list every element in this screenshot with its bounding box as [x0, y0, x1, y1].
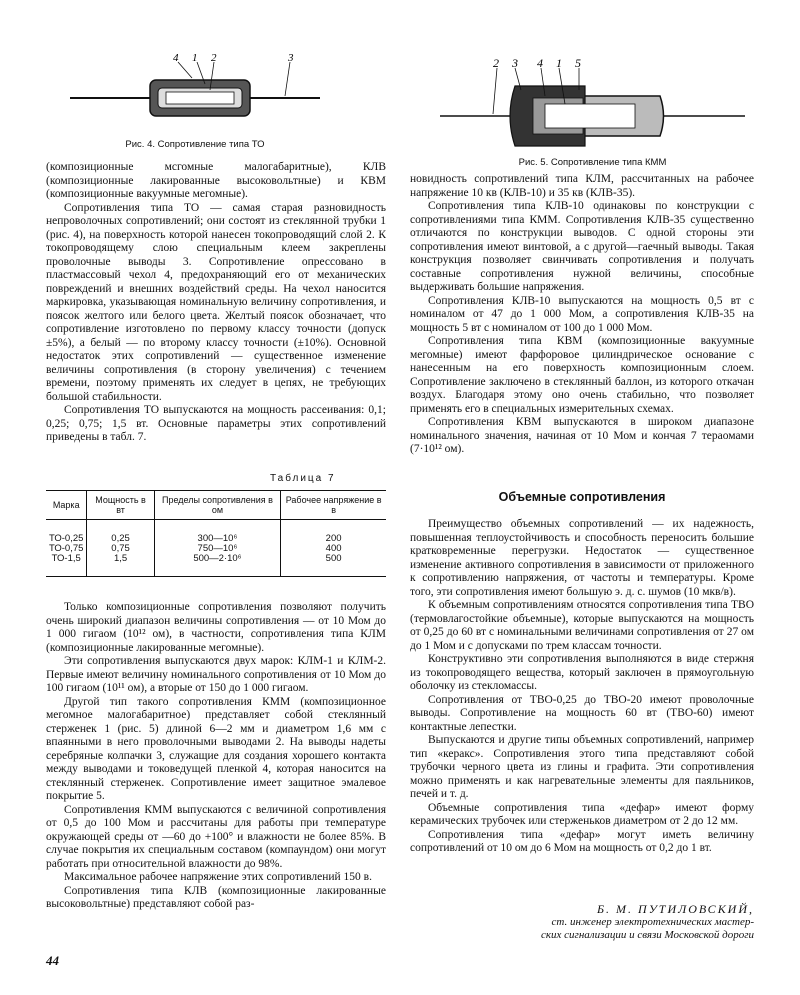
- table-cell: 0,25: [87, 520, 154, 545]
- figure-4: [60, 50, 330, 162]
- table-cell: 500—2·10⁶: [154, 554, 281, 577]
- figure-4-caption: Рис. 4. Сопротивление типа ТО: [125, 139, 265, 150]
- fig4-label-1: 1: [192, 52, 198, 64]
- fig5-label-3: 3: [512, 56, 518, 70]
- right-column-text-1: [410, 173, 754, 457]
- fig5-label-2: 2: [493, 56, 499, 70]
- table-header-cell: Рабочее напряжение в в: [281, 491, 386, 520]
- table-row: [46, 554, 386, 577]
- paragraph: Сопротивления типа ТО — самая старая разновидность непроволочных сопротивлений; они состоят из стеклянной трубки 1 (рис. 4), на поверхность которой нанесен токопроводящий слой 2. К токопроводящему слою специальным клеем закреплены проволочные выводы 3. Сопротивление опрессовано в пластмассовый чехол 4, предохраняющий его от механических повреждений и внешних воздействий среды. На чехол наносится маркировка, указывающая номинальную величину сопротивления, и поясок желтого или белого цвета. Желтый поясок обозначает, что сопротивление изготовлено по первому классу точности (допуск ±5%), а белый — по второму классу точности (±10%). Основной недостаток этих сопротивлений — существенное изменение величины сопротивления (в сторону увеличения) с течением времени, поэтому применять их следует в цепях, не требующих большой стабильности.: [46, 201, 386, 403]
- table-cell: 200: [281, 520, 386, 545]
- paragraph: Сопротивления КММ выпускаются с величиной сопротивления от 0,5 до 100 Мом и рассчитаны для работы при температуре окружающей среды от —60 до +100° и влажности не более 85%. В случае покрытия их специальным составом (компаундом) они могут работать при относительной влажности до 98%.: [46, 803, 386, 870]
- table-7: [46, 490, 386, 577]
- table-cell: ТО-0,25: [49, 533, 84, 544]
- table-cell: 0,75: [87, 544, 154, 554]
- paragraph: Объемные сопротивления типа «дефар» имеют форму керамических трубочек или стерженьков диаметром от 2 до 12 мм.: [410, 801, 754, 827]
- table-cell: 400: [281, 544, 386, 554]
- paragraph: Сопротивления типа КЛВ-10 одинаковы по конструкции с сопротивлениями типа КММ. Сопротивления КЛВ-35 существенно отличаются по конструкции выводов. С одной стороны эти сопротивления имеют винтовой, а с другой—гаечный выводы. Такая конструкция позволяет свинчивать сопротивления и получать составные сопротивления нужной величины, способные выдерживать большие напряжения.: [410, 200, 754, 293]
- table-7-caption: Таблица 7: [270, 473, 336, 484]
- paragraph: Сопротивления типа КЛВ (композиционные лакированные высоковольтные) представляют собой раз-: [46, 884, 386, 910]
- table-row: [46, 520, 386, 545]
- fig5-label-1: 1: [556, 56, 562, 70]
- paragraph: Конструктивно эти сопротивления выполняются в виде стержня из токопроводящего вещества, который заключен в прямоугольную оболочку из стекломассы.: [410, 653, 754, 692]
- figure-5-drawing: [435, 50, 750, 148]
- paragraph: Эти сопротивления выпускаются двух марок: КЛМ-1 и КЛМ-2. Первые имеют величину номинального сопротивления от 10 Мом до 100 гигаом (10¹¹ ом), а вторые от 150 до 1 000 гигаом.: [46, 655, 386, 694]
- paragraph: Сопротивления КЛВ-10 выпускаются на мощность 0,5 вт с номиналом от 47 до 1 000 Мом, а сопротивления КЛВ-35 на мощность 5 вт с номиналом от 100 до 1 000 Мом.: [410, 294, 754, 334]
- paragraph: Сопротивления ТО выпускаются на мощность рассеивания: 0,1; 0,25; 0,75; 1,5 вт. Основные параметры этих сопротивлений приведены в табл. 7.: [46, 404, 386, 443]
- paragraph: Максимальное рабочее напряжение этих сопротивлений 150 в.: [64, 871, 372, 883]
- paragraph: Выпускаются и другие типы объемных сопротивлений, например тип «керакс». Сопротивления этого типа представляют собой трубочки черного цвета из глины и графита. Эти сопротивления можно применять и как нагревательные элементы для паяльников, печей и т. д.: [410, 734, 754, 800]
- figure-5: [435, 50, 750, 170]
- paragraph: К объемным сопротивлениям относятся сопротивления типа ТВО (термовлагостойкие объемные), которые выпускаются на мощность от 0,25 до 60 вт с номинальными величинами сопротивления от 27 ом до 1 Мом и с допусками по трем классам точности.: [410, 599, 754, 652]
- table-header-cell: Мощность в вт: [87, 491, 154, 520]
- fig4-label-2: 2: [211, 52, 217, 64]
- paragraph: новидность сопротивлений типа КЛМ, рассчитанных на рабочее напряжение 10 кв (КЛВ-10) и 35 кв (КЛВ-35).: [410, 173, 754, 199]
- figure-5-caption: Рис. 5. Сопротивление типа КММ: [518, 157, 667, 168]
- table-cell: ТО-1,5: [46, 554, 87, 577]
- author-signature: [410, 903, 754, 942]
- paragraph: Другой тип такого сопротивления КММ (композиционное мегомное малогабаритное) представляет собой стеклянный стерженек 1 (рис. 5) длиной 6—2 мм и диаметром 1,6 мм с впаянными в него проволочными выводами 2. На выводы надеты серебряные колпачки 3, служащие для создания хорошего контакта между выводами и токоведущей пленкой 4, которая наносится на стеклянный стерженек. Сопротивление имеет защитное эмалевое покрытие 5.: [46, 695, 386, 802]
- author-name: Б. М. ПУТИЛОВСКИЙ,: [596, 902, 754, 916]
- table-cell: ТО-0,75: [49, 543, 84, 554]
- paragraph: Сопротивления типа «дефар» могут иметь величину сопротивлений от 10 ом до 6 Мом на мощность от 0,2 до 1 вт.: [410, 828, 754, 854]
- left-column-text-1: [46, 161, 386, 445]
- table-header-cell: Марка: [46, 491, 87, 520]
- table-cell: 1,5: [87, 554, 154, 577]
- author-title-line: ст. инженер электротехнических мастер-: [551, 916, 754, 928]
- paragraph: (композиционные мсгомные малогабаритные), КЛВ (композиционные лакированные высоковольтные) и КВМ (композиционные вакуумные мегомные).: [46, 161, 386, 200]
- paragraph: Сопротивления КВМ выпускаются в широком диапазоне номинального значения, начиная от 10 Мом и кончая 7 тераомами (7·10¹² ом).: [410, 416, 754, 455]
- paragraph: Преимущество объемных сопротивлений — их надежность, повышенная теплоустойчивость и способность переносить большие кратковременные перегрузки. Недостаток — существенное изменение активного сопротивления в зависимости от приложенного к сопротивлению напряжения, от частоты и температуры. Кроме того, эти сопротивления имеют большую э. д. с. шумов (10 мкв/в).: [410, 518, 754, 598]
- table-cell: 500: [281, 554, 386, 577]
- author-title-line: ских сигнализации и связи Московской дороги: [540, 929, 754, 941]
- table-cell: 300—10⁶: [154, 520, 281, 545]
- fig4-label-4: 4: [173, 52, 179, 64]
- figure-4-drawing: [60, 50, 330, 140]
- fig5-label-4: 4: [537, 56, 543, 70]
- paragraph: Только композиционные сопротивления позволяют получить очень широкий диапазон величины сопротивления — от 10 Мом до 1 000 гигаом (10¹² ом), в частности, сопротивления типа КЛМ (композиционные лакированные мегомные).: [46, 601, 386, 654]
- right-column-text-2: [410, 518, 754, 856]
- page-number: 44: [46, 953, 59, 968]
- table-header-cell: Пределы сопротивления в ом: [154, 491, 281, 520]
- left-column-text-2: [46, 601, 386, 912]
- paragraph: Сопротивления от ТВО-0,25 до ТВО-20 имеют проволочные выводы. Сопротивление на мощность 60 вт (ТВО-60) имеют контактные лепестки.: [410, 693, 754, 733]
- table-cell: 750—10⁶: [154, 544, 281, 554]
- fig5-label-5: 5: [575, 56, 581, 70]
- fig4-label-3: 3: [288, 52, 294, 64]
- paragraph: Сопротивления типа КВМ (композиционные вакуумные мегомные) имеют фарфоровое цилиндрическое основание с нанесенным на его поверхность композиционным слоем. Сопротивление заключено в стеклянный баллон, из которого откачан воздух. Благодаря этому оно очень стабильно, что позволяет применять его в специальных измерительных схемах.: [410, 335, 754, 415]
- section-title: Объемные сопротивления: [498, 490, 666, 504]
